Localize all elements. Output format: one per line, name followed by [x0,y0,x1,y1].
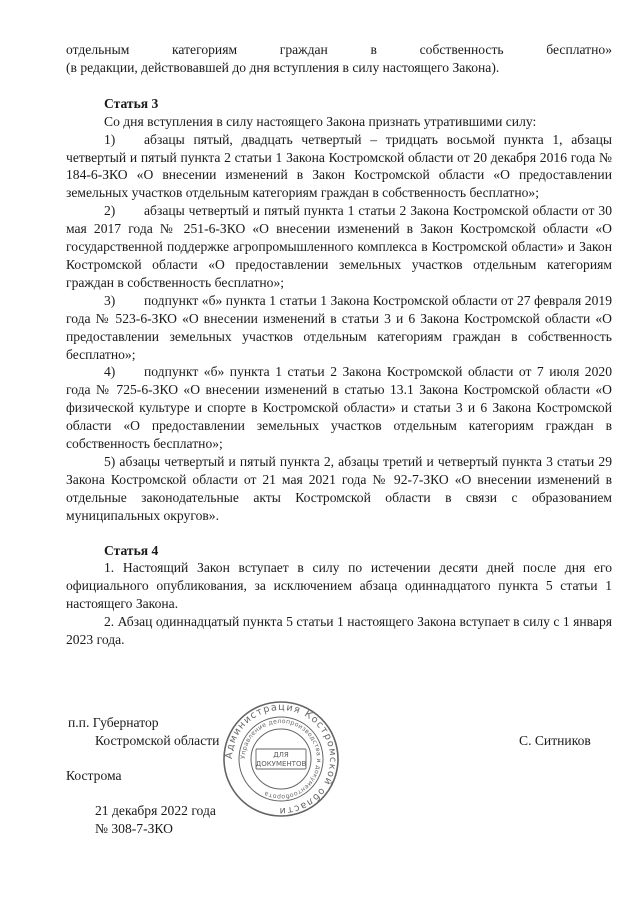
article-3-item-1 [66,131,612,203]
document-page [66,41,612,649]
signature-city: Кострома [66,768,122,783]
seal-ring-text: Администрация Костромской области [223,701,339,817]
article-4-paragraph-2: 2. Абзац одиннадцатый пункта 5 статьи 1 настоящего Закона вступает в силу с 1 января 2023 года. [66,614,612,648]
item-number: 3) [104,292,116,308]
seal-center-line-1: ДЛЯ [273,751,289,759]
intro-line-1: отдельным категориям граждан в собственность бесплатно» [66,42,612,57]
article-3-title: Статья 3 [104,95,159,111]
seal-inner-text: Управление делопроизводства и документооборота [239,717,323,801]
official-seal [222,700,340,818]
item-text: абзацы четвертый и пятый пункта 1 статьи 2 Закона Костромской области от 30 мая 2017 года № 251-6-ЗКО «О внесении изменений в Закон Костромской области «О государственной поддержке агропромышленного комплекса в Костромской области» и Закон Костромской области «О предоставлении земельных участков отдельным категориям граждан в собственность бесплатно»; [66,203,612,290]
article-4-paragraph-1: 1. Настоящий Закон вступает в силу по истечении десяти дней после дня его официального опубликования, за исключением абзаца одиннадцатого пункта 5 статьи 1 настоящего Закона. [66,560,612,612]
article-3-lead: Со дня вступления в силу настоящего Закона признать утратившими силу: [104,113,537,129]
article-3-item-3 [66,292,612,364]
article-4-title: Статья 4 [104,542,159,558]
signature-pp-governor: п.п. Губернатор [68,715,159,730]
item-number: 4) [104,364,116,380]
signature-region: Костромской области [95,733,220,748]
item-text: подпункт «б» пункта 1 статьи 2 Закона Костромской области от 7 июля 2020 года № 725-6-ЗКО «О внесении изменений в статью 13.1 Закона Костромской области «О физической культуре и спорте в Костромской области» и статьи 3 и 6 Закона Костромской области «О предоставлении земельных участков отдельным категориям граждан в собственность бесплатно»; [66,364,612,452]
signature-date: 21 декабря 2022 года [95,803,216,818]
article-3-item-2 [66,202,612,292]
seal-inner-ring [251,729,311,789]
item-number: 2) [104,203,116,219]
article-3-item-4 [66,363,612,453]
item-text: подпункт «б» пункта 1 статьи 1 Закона Костромской области от 27 февраля 2019 года № 523-6-ЗКО «О внесении изменений в статьи 3 и 6 Закона Костромской области «О предоставлении земельных участков отдельным категориям граждан в собственность бесплатно»; [66,292,612,362]
item-text: абзацы пятый, двадцать четвертый – тридцать восьмой пункта 1, абзацы четвертый и пятый пункта 2 статьи 1 Закона Костромской области от 20 декабря 2016 года № 184-6-ЗКО «О внесении изменений в Закон Костромской области «О предоставлении земельных участков отдельным категориям граждан в собственность бесплатно»; [66,131,612,201]
seal-center-line-2: ДОКУМЕНТОВ [255,760,307,768]
intro-line-2: (в редакции, действовавшей до дня вступления в силу настоящего Закона). [66,59,500,75]
signature-name: С. Ситников [519,733,591,748]
item-number: 1) [104,131,116,147]
signature-number: № 308-7-ЗКО [95,821,173,836]
article-3-item-5: 5) абзацы четвертый и пятый пункта 2, абзацы третий и четвертый пункта 3 статьи 29 Закона Костромской области от 21 мая 2021 года № 92-7-ЗКО «О внесении изменений в отдельные законодательные акты Костромской области в связи с образованием муниципальных округов». [66,453,612,523]
seal-middle-ring [239,717,323,801]
